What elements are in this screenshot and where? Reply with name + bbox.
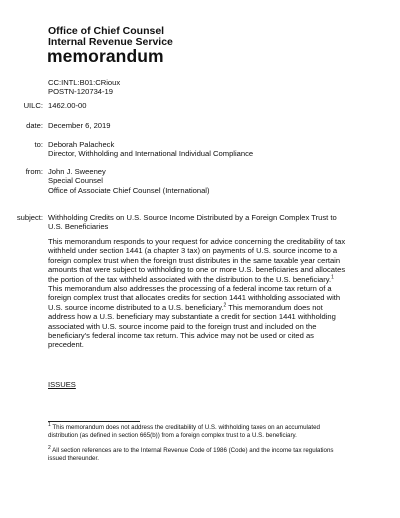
body-line: foreign complex trust when the foreign trust distributes in the same taxable year certain xyxy=(48,255,341,265)
to-title: Director, Withholding and International Individual Compliance xyxy=(48,149,254,159)
subject-value xyxy=(48,213,368,232)
to-label: to: xyxy=(34,140,43,149)
date-value: December 6, 2019 xyxy=(48,121,111,130)
to-value xyxy=(48,140,253,159)
body-line: This memorandum does not xyxy=(226,302,323,312)
subject-line-1: Withholding Credits on U.S. Source Income Distributed by a Foreign Complex Trust to xyxy=(48,213,337,222)
memo-body xyxy=(48,237,366,350)
footnote-2 xyxy=(48,444,366,464)
body-line: This memorandum also addresses the processing of a federal income tax return of a xyxy=(48,284,332,294)
footnote-1-line-2: distribution (as defined in section 665(b)) from a foreign complex trust to a U.S. beneficiary. xyxy=(48,432,297,440)
body-line-with-footnote xyxy=(48,275,366,284)
body-line-with-footnote xyxy=(48,303,366,312)
footnote-2-line-1: All section references are to the Internal Revenue Code of 1986 (Code) and the income tax regulations xyxy=(52,447,334,454)
postn-number: POSTN-120734-19 xyxy=(48,87,114,97)
memorandum-title: memorandum xyxy=(47,46,164,66)
body-line: foreign complex trust that allocates credits for section 1441 withholding associated with xyxy=(48,293,341,303)
subject-label: subject: xyxy=(16,213,43,222)
body-line: precedent. xyxy=(48,340,84,350)
body-line: the portion of the tax withheld associated with the distribution to the U.S. beneficiary. xyxy=(48,274,332,284)
uilc-value: 1462.00-00 xyxy=(48,101,87,110)
office-heading: Office of Chief Counsel xyxy=(48,25,165,37)
body-line: beneficiary's federal income tax return. This advice may not be used or cited as xyxy=(48,331,314,341)
from-value xyxy=(48,167,210,195)
body-line: This memorandum responds to your request for advice concerning the creditability of tax xyxy=(48,237,346,246)
footnote-2-line-2: issued thereunder. xyxy=(48,455,99,463)
issues-heading: ISSUES xyxy=(48,380,76,389)
from-name: John J. Sweeney xyxy=(48,167,106,176)
agency-heading: Internal Revenue Service xyxy=(48,36,173,48)
body-line: amounts that were subject to withholding to one or more U.S. beneficiaries and allocates xyxy=(48,265,346,275)
footnote-1-line-1: This memorandum does not address the creditability of U.S. withholding taxes on an accumulated xyxy=(52,424,320,431)
body-line: address how a U.S. beneficiary may substantiate a credit for section 1441 withholding xyxy=(48,312,336,322)
footnote-2-mark: 2 xyxy=(48,444,51,451)
body-line: U.S. source income distributed to a U.S. beneficiary. xyxy=(48,302,224,312)
footnote-divider xyxy=(48,421,140,422)
reference-block xyxy=(48,78,120,97)
from-office: Office of Associate Chief Counsel (International) xyxy=(48,185,210,195)
uilc-label: UILC: xyxy=(23,101,43,110)
body-line: associated with U.S. source income paid to the foreign trust and included on the xyxy=(48,321,317,331)
footnote-ref-2[interactable]: 2 xyxy=(223,302,227,309)
footnote-1 xyxy=(48,421,366,441)
subject-line-2: U.S. Beneficiaries xyxy=(48,222,109,232)
footnote-ref-1[interactable]: 1 xyxy=(331,274,334,281)
office-code: CC:INTL:B01:CRioux xyxy=(48,78,121,87)
footnote-1-mark: 1 xyxy=(48,421,51,428)
from-title: Special Counsel xyxy=(48,176,103,186)
to-name: Deborah Palacheck xyxy=(48,140,115,149)
from-label: from: xyxy=(25,167,43,176)
date-label: date: xyxy=(26,121,43,130)
body-line: withheld under section 1441 (a chapter 3 tax) on payments of U.S. source income to a xyxy=(48,246,338,256)
